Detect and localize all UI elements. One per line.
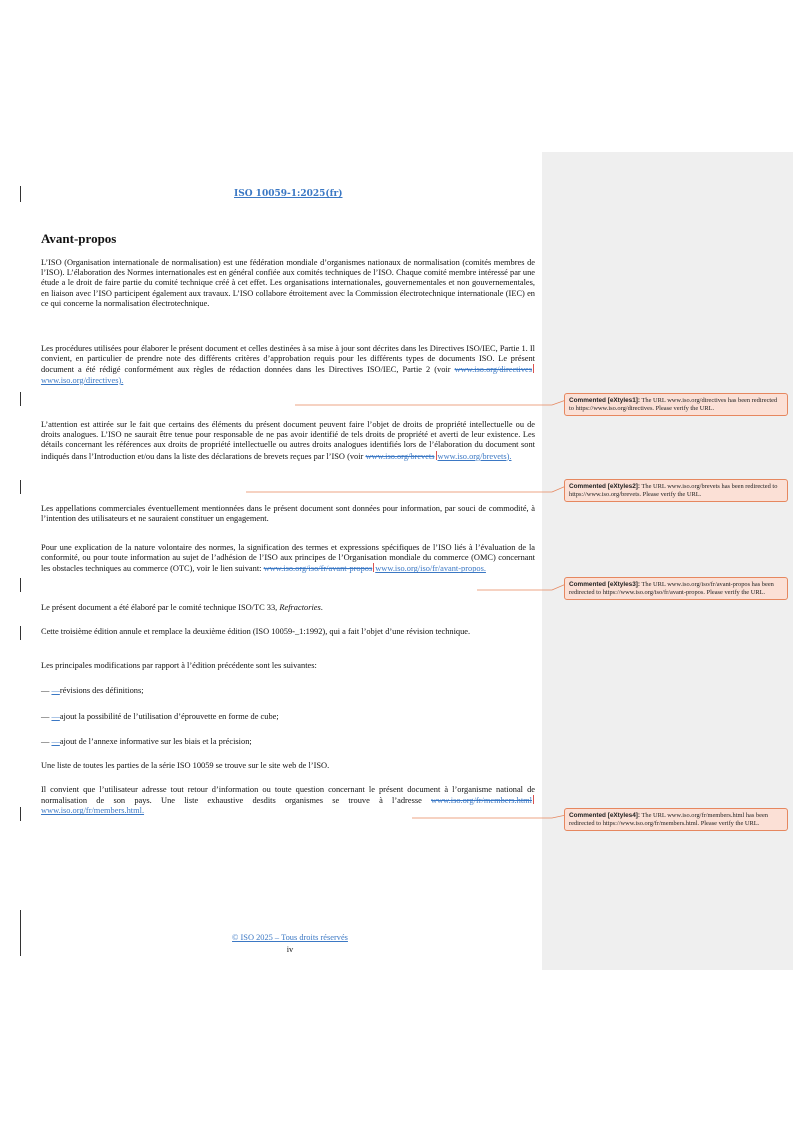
footer-copyright[interactable]: © ISO 2025 – Tous droits réservés xyxy=(232,933,348,942)
paragraph-feedback xyxy=(41,785,535,817)
comment-label: Commented [eXtyles2]: xyxy=(569,483,641,490)
list-dash: — xyxy=(41,686,52,695)
inserted-dash: — xyxy=(51,686,60,695)
paragraph-changes-intro: Les principales modifications par rapport à l’édition précédente sont les suivantes: xyxy=(41,661,317,670)
comment-leader-2 xyxy=(246,486,566,492)
cursor-mark xyxy=(533,364,534,373)
comment-text: The URL www.iso.org/directives has been redirected to https://www.iso.org/directives. Please verify the URL. xyxy=(569,397,778,412)
inserted-link[interactable]: www.iso.org/directives). xyxy=(41,375,124,385)
comment-box-3[interactable] xyxy=(564,577,788,600)
comment-box-4[interactable] xyxy=(564,808,788,831)
change-bar xyxy=(20,578,21,592)
list-dash: — xyxy=(41,712,52,721)
paragraph-text: Pour une explication de la nature volontaire des normes, la signification des termes et expressions spécifiques de l’ISO liés à l’évaluation de la conformité, ou pour toute information au sujet de l’adhésion de l’ISO aux principes de l’Organisation mondiale du commerce (OMC) concernant les obstacles techniques au commerce (OTC), voir le lien suivant: xyxy=(41,543,535,574)
comment-box-1[interactable] xyxy=(564,393,788,416)
cursor-mark xyxy=(533,795,534,804)
change-bar xyxy=(20,392,21,406)
deleted-link[interactable]: www.iso.org/directives xyxy=(454,365,532,375)
comment-leader-1 xyxy=(295,400,566,405)
paragraph-patents xyxy=(41,420,535,462)
paragraph-voluntary-nature xyxy=(41,543,535,575)
page-number: iv xyxy=(286,945,294,954)
deleted-link[interactable]: www.iso.org/iso/fr/avant-propos xyxy=(263,564,373,574)
inserted-dash: — xyxy=(51,737,60,746)
comment-label: Commented [eXtyles3]: xyxy=(569,581,641,588)
paragraph-text: L’attention est attirée sur le fait que certains des éléments du présent document peuvent faire l’objet de droits de propriété intellectuelle ou de droits analogues. L’ISO ne saurait être tenue pour responsable de ne pas avoir identifié de tels droits de propriété et averti de leur existence. Les détails concernant les références aux droits de propriété intellectuelle ou autres droits analogues identifiés lors de l’élaboration du document sont indiqués dans l’Introduction et/ou dans la liste des déclarations de brevets reçues par l’ISO (voir xyxy=(41,420,535,461)
inserted-link[interactable]: www.iso.org/fr/members.html. xyxy=(41,806,145,816)
inserted-dash: — xyxy=(51,712,60,721)
paragraph-committee xyxy=(41,603,535,613)
list-text: ajout de l’annexe informative sur les biais et la précision; xyxy=(59,737,252,746)
inserted-link[interactable]: www.iso.org/iso/fr/avant-propos. xyxy=(375,564,486,574)
comment-label: Commented [eXtyles1]: xyxy=(569,397,641,404)
committee-name: Refractories xyxy=(279,603,321,612)
paragraph-iso-intro: L’ISO (Organisation internationale de normalisation) est une fédération mondiale d’organismes nationaux de normalisation (comités membres de l’ISO). L’élaboration des Normes internationales est en général confiée aux comités techniques de l’ISO. Chaque comité membre intéressé par une étude a le droit de faire partie du comité technique créé à cet effet. Les organisations internationales, gouvernementales et non gouvernementales, en liaison avec l’ISO participent également aux travaux. L’ISO collabore étroitement avec la Commission électrotechnique internationale (IEC) en ce qui concerne la normalisation électrotechnique. xyxy=(41,258,535,308)
deleted-link[interactable]: www.iso.org/fr/members.html xyxy=(431,796,532,806)
list-item xyxy=(41,686,144,695)
paragraph-series: Une liste de toutes les parties de la série ISO 10059 se trouve sur le site web de l’ISO. xyxy=(41,761,330,770)
paragraph-end: . xyxy=(320,603,323,612)
comment-label: Commented [eXtyles4]: xyxy=(569,812,641,819)
paragraph-text: Les procédures utilisées pour élaborer le présent document et celles destinées à sa mise à jour sont décrites dans les Directives ISO/IEC, Partie 1. Il convient, en particulier de prendre note des différents critères d’approbation requis pour les différents types de documents ISO. Le présent document a été rédigé conformément aux règles de rédaction données dans les Directives ISO/IEC, Partie 2 (voir xyxy=(41,344,535,375)
deleted-link[interactable]: www.iso.org/brevets xyxy=(365,451,435,461)
list-item xyxy=(41,712,279,721)
cursor-mark xyxy=(436,451,437,460)
paragraph-text: Le présent document a été élaboré par le comité technique ISO/TC 33, xyxy=(41,603,280,612)
change-bar xyxy=(20,480,21,494)
paragraph-text: Il convient que l’utilisateur adresse tout retour d’information ou toute question concernant le présent document à l’organisme national de normalisation de son pays. Une liste exhaustive desdits organismes se trouve à l’adresse xyxy=(41,785,535,806)
list-text: révisions des définitions; xyxy=(59,686,144,695)
section-heading: Avant-propos xyxy=(41,231,117,246)
change-bar xyxy=(20,186,21,202)
comment-text: The URL www.iso.org/brevets has been redirected to https://www.iso.org/brevets. Please verify the URL. xyxy=(569,483,778,498)
paragraph-edition: Cette troisième édition annule et remplace la deuxième édition (ISO 10059-_1:1992), qui a fait l’objet d’une révision technique. xyxy=(41,627,471,636)
list-dash: — xyxy=(41,737,52,746)
change-bar xyxy=(20,807,21,821)
paragraph-procedures xyxy=(41,344,535,386)
comment-text: The URL www.iso.org/fr/members.html has been redirected to https://www.iso.org/fr/members.html. Please verify the URL. xyxy=(569,812,768,827)
paragraph-trade-names: Les appellations commerciales éventuellement mentionnées dans le présent document sont données pour information, par souci de commodité, à l’intention des utilisateurs et ne sauraient constituer un engagement. xyxy=(41,504,535,524)
list-text: ajout la possibilité de l’utilisation d’éprouvette en forme de cube; xyxy=(59,712,279,721)
list-item xyxy=(41,737,252,746)
inserted-link[interactable]: www.iso.org/brevets). xyxy=(437,451,512,461)
document-id-header[interactable]: ISO 10059-1:2025(fr) xyxy=(234,189,343,199)
comment-text: The URL www.iso.org/iso/fr/avant-propos has been redirected to https://www.iso.org/iso/fr/avant-propos. Please verify the URL. xyxy=(569,581,774,596)
change-bar xyxy=(20,626,21,640)
comment-box-2[interactable] xyxy=(564,479,788,502)
comment-margin-pane xyxy=(542,152,793,970)
